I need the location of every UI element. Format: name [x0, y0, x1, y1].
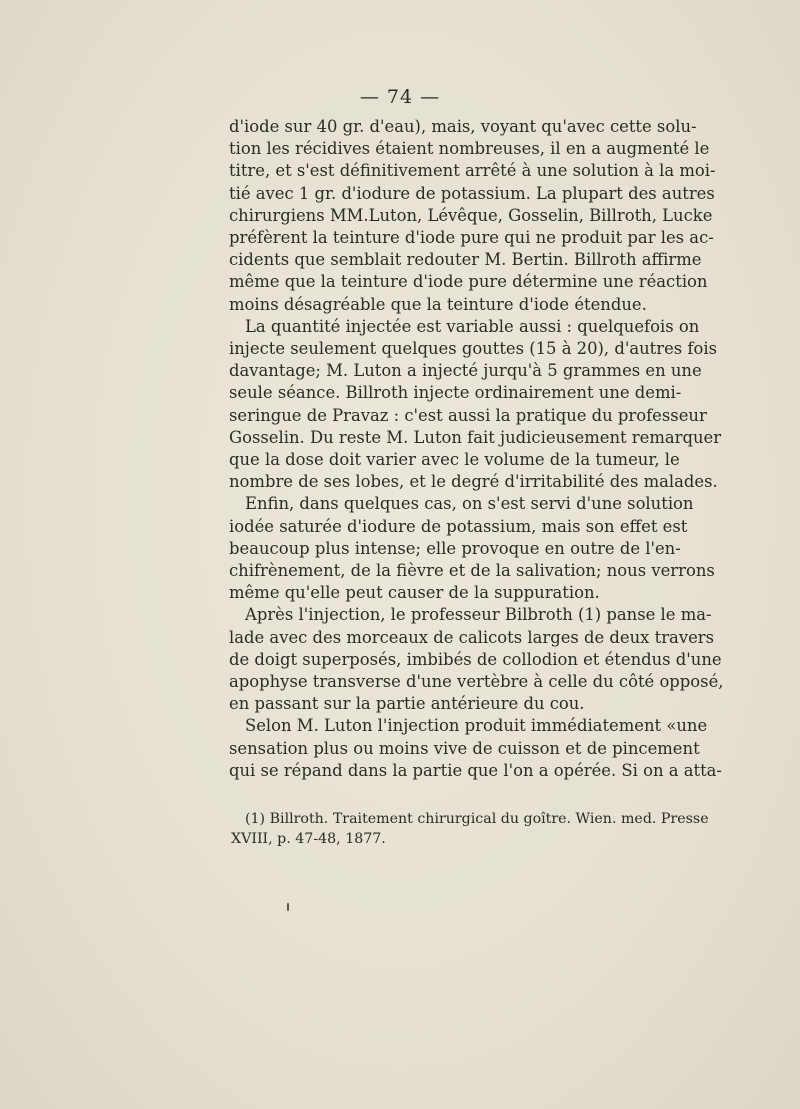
text-line: davantage; M. Luton a injecté jurqu'à 5 grammes en une: [229, 361, 702, 381]
paragraph-first-line: Selon M. Luton l'injection produit immédiatement «une: [245, 716, 708, 736]
text-line: titre, et s'est définitivement arrêté à une solution à la moi-: [229, 161, 716, 181]
text-line: cidents que semblait redouter M. Bertin. Billroth affirme: [229, 250, 702, 270]
text-line: chirurgiens MM.Luton, Lévêque, Gosselin, Billroth, Lucke: [229, 205, 713, 225]
text-line: sensation plus ou moins vive de cuisson et de pincement: [229, 738, 700, 758]
text-line: même que la teinture d'iode pure détermine une réaction: [229, 272, 708, 292]
text-line: qui se répand dans la partie que l'on a opérée. Si on a atta-: [229, 760, 722, 780]
ink-speck: [287, 903, 289, 911]
text-line: injecte seulement quelques gouttes (15 à 20), d'autres fois: [229, 339, 718, 359]
text-line: que la dose doit varier avec le volume de la tumeur, le: [229, 450, 680, 470]
footnote-line: (1) Billroth. Traitement chirurgical du goître. Wien. med. Presse: [245, 811, 709, 827]
text-line: préfèrent la teinture d'iode pure qui ne produit par les ac-: [229, 228, 714, 248]
text-line: seringue de Pravaz : c'est aussi la pratique du professeur: [229, 405, 707, 425]
text-line: beaucoup plus intense; elle provoque en outre de l'en-: [229, 538, 681, 558]
text-line: même qu'elle peut causer de la suppuration.: [229, 583, 600, 603]
text-line: tion les récidives étaient nombreuses, il en a augmenté le: [229, 139, 710, 159]
text-line: iodée saturée d'iodure de potassium, mais son effet est: [229, 516, 688, 536]
text-line: nombre de ses lobes, et le degré d'irritabilité des malades.: [229, 472, 718, 492]
text-line: tié avec 1 gr. d'iodure de potassium. La plupart des autres: [229, 183, 715, 203]
text-line: d'iode sur 40 gr. d'eau), mais, voyant qu'avec cette solu-: [229, 117, 697, 136]
footnote-line: XVIII, p. 47-48, 1877.: [231, 831, 386, 847]
footnote: [231, 809, 709, 849]
body-text: [229, 116, 724, 782]
paragraph-first-line: Enfin, dans quelques cas, on s'est servi d'une solution: [245, 494, 694, 514]
text-line: lade avec des morceaux de calicots larges de deux travers: [229, 627, 715, 647]
text-line: chifrènement, de la fièvre et de la salivation; nous verrons: [229, 561, 715, 581]
text-line: moins désagréable que la teinture d'iode étendue.: [229, 294, 647, 314]
page-number: — 74 —: [359, 86, 441, 108]
paragraph-first-line: Après l'injection, le professeur Bilbroth (1) panse le ma-: [245, 605, 712, 625]
text-line: apophyse transverse d'une vertèbre à celle du côté opposé,: [229, 672, 724, 692]
paragraph-first-line: La quantité injectée est variable aussi : quelquefois on: [245, 316, 700, 336]
text-line: en passant sur la partie antérieure du cou.: [229, 694, 585, 714]
text-line: Gosselin. Du reste M. Luton fait judicieusement remarquer: [229, 427, 722, 447]
text-line: de doigt superposés, imbibés de collodion et étendus d'une: [229, 649, 722, 669]
text-line: seule séance. Billroth injecte ordinairement une demi-: [229, 383, 682, 403]
